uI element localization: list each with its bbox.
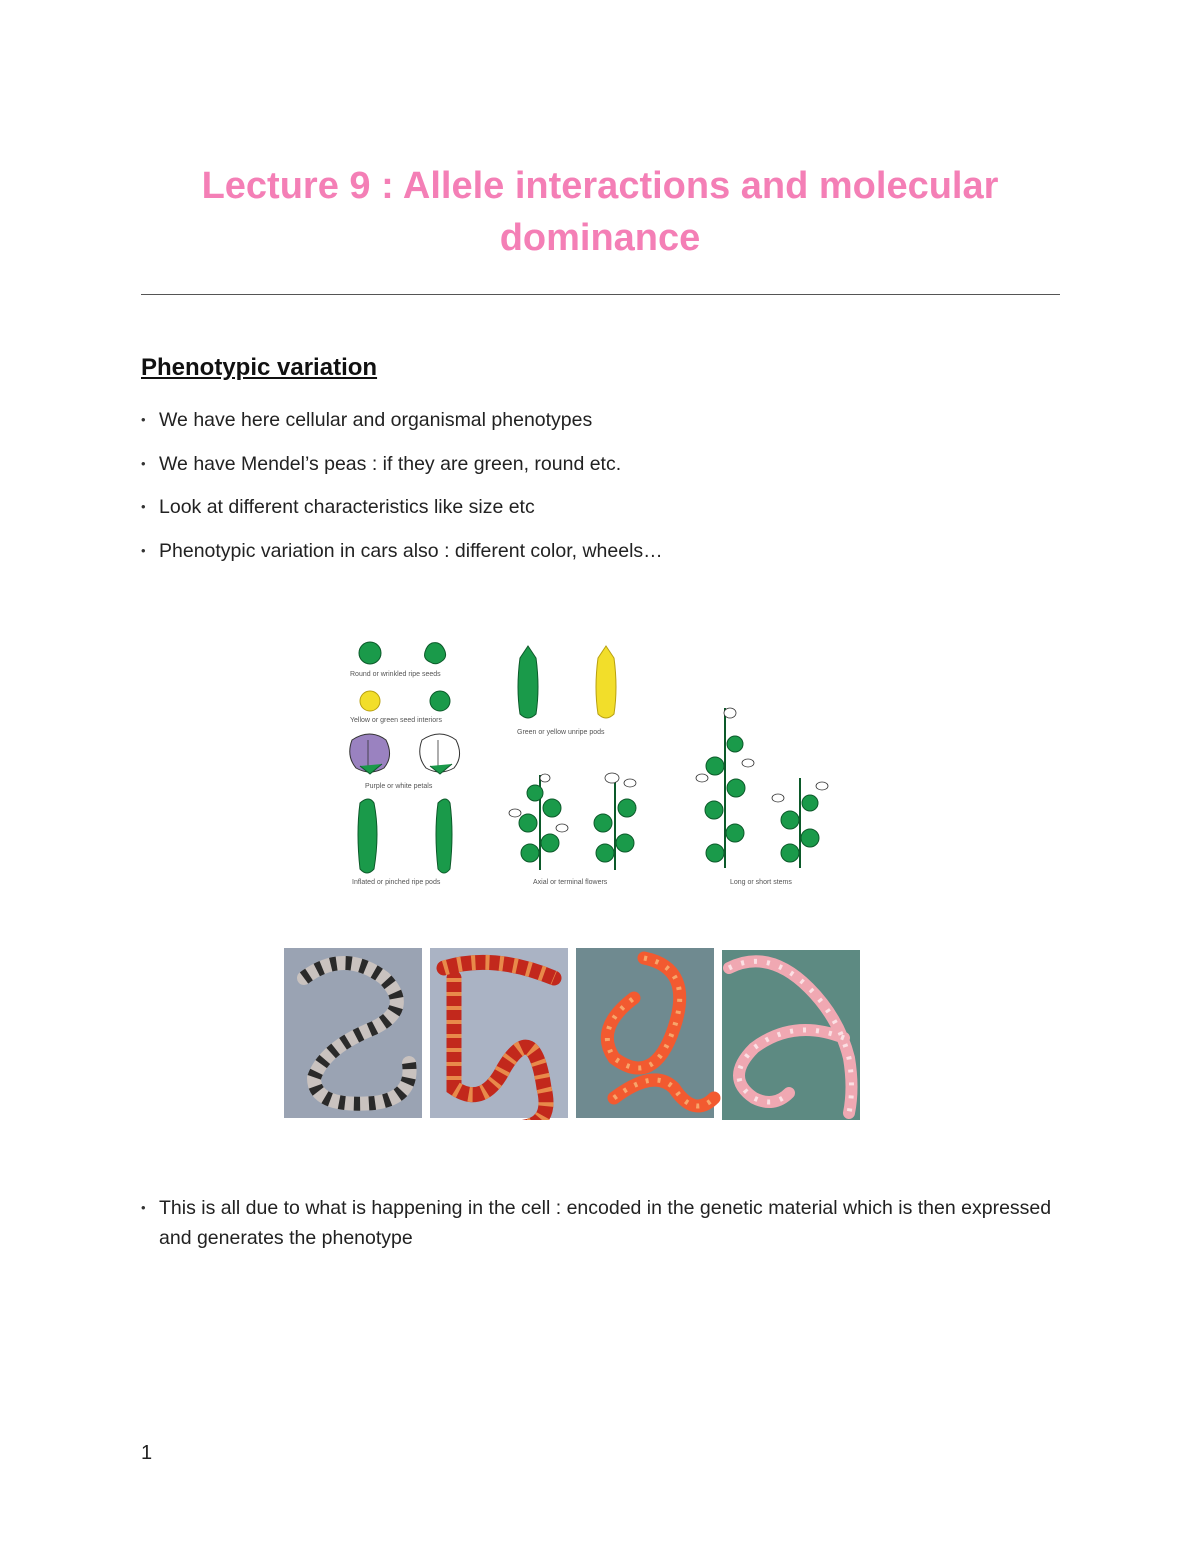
bullet-list-conclusion	[141, 1193, 1061, 1253]
caption-flowers: Axial or terminal flowers	[533, 879, 608, 886]
caption-seeds: Round or wrinkled ripe seeds	[350, 671, 441, 678]
section-heading: Phenotypic variation	[141, 354, 378, 381]
page-number: 1	[141, 1442, 153, 1464]
page-title: Lecture 9 : Allele interactions and molecular dominance	[201, 165, 999, 259]
caption-unripe-pods: Green or yellow unripe pods	[517, 729, 605, 736]
list-item: • We have Mendel’s peas : if they are green, round etc.	[141, 449, 1071, 479]
pea-stem-icon	[696, 708, 828, 868]
caption-petals: Purple or white petals	[365, 783, 433, 790]
pea-plant-icon	[509, 773, 636, 870]
pink-albino-snake-photo	[722, 950, 860, 1120]
seed-interior-icon	[360, 691, 450, 711]
orange-snake-photo	[576, 948, 714, 1118]
title-divider	[141, 294, 1060, 295]
list-item: • Phenotypic variation in cars also : different color, wheels…	[141, 536, 1071, 566]
list-item: • Look at different characteristics like size etc	[141, 492, 1071, 522]
snake-photos	[284, 948, 860, 1120]
red-banded-snake-photo	[430, 948, 568, 1120]
caption-interiors: Yellow or green seed interiors	[350, 717, 442, 724]
pea-traits-figure	[340, 638, 850, 888]
caption-stems: Long or short stems	[730, 879, 792, 886]
seed-icon	[359, 642, 446, 664]
list-item: • We have here cellular and organismal phenotypes	[141, 405, 1071, 435]
flower-petals-icon	[350, 734, 460, 774]
list-item: • This is all due to what is happening in the cell : encoded in the genetic material which is then expressed and generates the phenotype	[141, 1193, 1061, 1253]
gray-black-banded-snake-photo	[284, 948, 422, 1118]
pea-pod-icon	[358, 799, 452, 873]
unripe-pod-icon	[518, 646, 616, 718]
caption-pods: Inflated or pinched ripe pods	[352, 879, 441, 886]
bullet-list	[141, 405, 1071, 579]
